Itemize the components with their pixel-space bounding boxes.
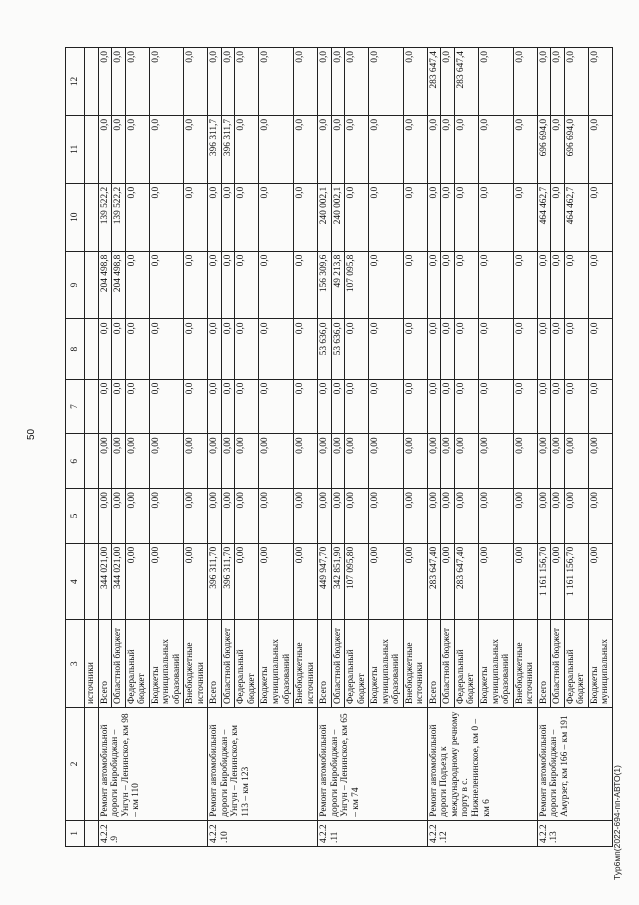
item-name: Ремонт автомобильной дороги Биробиджан – Унгун – Ленинское, км 65 – км 74 bbox=[318, 708, 428, 821]
table-row bbox=[98, 48, 112, 847]
value-cell: 139 522,2 bbox=[98, 183, 112, 251]
source-cell: Федеральный бюджет bbox=[125, 620, 149, 708]
value-cell: 0,00 bbox=[454, 434, 478, 489]
value-cell: 0,0 bbox=[441, 379, 455, 434]
value-cell: 0,0 bbox=[208, 379, 222, 434]
value-cell: 0,0 bbox=[294, 115, 318, 183]
source-cell: Бюджеты муниципальных образований bbox=[369, 620, 404, 708]
value-cell: 0,00 bbox=[513, 434, 537, 489]
value-cell: 0,0 bbox=[221, 183, 235, 251]
value-cell: 0,00 bbox=[427, 489, 441, 544]
item-name: Ремонт автомобильной дороги Биробиджан – Унгун – Ленинское, км 113 – км 123 bbox=[208, 708, 318, 821]
value-cell: 0,0 bbox=[208, 251, 222, 319]
value-cell: 0,0 bbox=[294, 379, 318, 434]
source-cell: Областной бюджет bbox=[112, 620, 126, 708]
value-cell: 0,00 bbox=[208, 434, 222, 489]
source-cell: Внебюджетные источники bbox=[513, 620, 537, 708]
source-cell: источники bbox=[85, 620, 99, 708]
value-cell: 0,0 bbox=[149, 115, 184, 183]
value-cell: 0,0 bbox=[588, 115, 612, 183]
value-cell: 0,0 bbox=[294, 48, 318, 116]
source-cell: Бюджеты муниципальных образований bbox=[479, 620, 514, 708]
footer-code: Тур6мп(2022-694-пп-АВТО(1) bbox=[612, 765, 622, 880]
value-cell: 0,00 bbox=[208, 489, 222, 544]
value-cell: 464 462,7 bbox=[564, 183, 588, 251]
source-cell: Бюджеты муниципальных bbox=[588, 620, 612, 708]
value-cell: 0,00 bbox=[259, 434, 294, 489]
col-num: 6 bbox=[66, 434, 85, 489]
value-cell: 0,0 bbox=[149, 251, 184, 319]
item-name: Ремонт автомобильной дороги Подъезд к международному речному порту в с. Нижнеленинское, км 0 – км 6 bbox=[427, 708, 537, 821]
value-cell: 0,0 bbox=[479, 48, 514, 116]
value-cell: 0,0 bbox=[369, 251, 404, 319]
value-cell: 0,0 bbox=[454, 379, 478, 434]
value-cell: 0,0 bbox=[403, 251, 427, 319]
value-cell: 0,00 bbox=[112, 489, 126, 544]
value-cell: 0,00 bbox=[588, 489, 612, 544]
value-cell: 0,00 bbox=[294, 434, 318, 489]
value-cell: 204 498,8 bbox=[98, 251, 112, 319]
value-cell: 0,00 bbox=[345, 489, 369, 544]
value-cell: 0,00 bbox=[235, 543, 259, 620]
value-cell: 283 647,40 bbox=[427, 543, 441, 620]
value-cell: 139 522,2 bbox=[112, 183, 126, 251]
value-cell: 0,0 bbox=[345, 183, 369, 251]
value-cell: 0,00 bbox=[125, 434, 149, 489]
item-number: 4.2.2.12 bbox=[427, 820, 537, 846]
value-cell: 0,0 bbox=[403, 319, 427, 379]
value-cell: 0,0 bbox=[235, 319, 259, 379]
source-cell: Областной бюджет bbox=[221, 620, 235, 708]
source-cell: Всего bbox=[318, 620, 332, 708]
value-cell: 0,00 bbox=[551, 434, 565, 489]
value-cell: 0,00 bbox=[294, 543, 318, 620]
value-cell: 0,00 bbox=[551, 543, 565, 620]
value-cell: 0,0 bbox=[184, 115, 208, 183]
value-cell: 0,00 bbox=[537, 489, 551, 544]
item-number: 4.2.2.11 bbox=[318, 820, 428, 846]
value-cell: 0,0 bbox=[441, 183, 455, 251]
value-cell: 53 636,0 bbox=[318, 319, 332, 379]
value-cell: 0,00 bbox=[149, 434, 184, 489]
value-cell: 0,00 bbox=[537, 434, 551, 489]
col-num: 8 bbox=[66, 319, 85, 379]
value-cell: 0,00 bbox=[184, 543, 208, 620]
value-cell: 0,0 bbox=[513, 319, 537, 379]
value-cell: 0,0 bbox=[513, 183, 537, 251]
value-cell: 0,0 bbox=[235, 183, 259, 251]
value-cell: 0,0 bbox=[345, 115, 369, 183]
value-cell: 0,00 bbox=[403, 543, 427, 620]
value-cell: 0,00 bbox=[479, 434, 514, 489]
value-cell: 0,0 bbox=[331, 48, 345, 116]
value-cell: 0,00 bbox=[331, 489, 345, 544]
value-cell: 0,0 bbox=[513, 379, 537, 434]
source-cell: Федеральный бюджет bbox=[454, 620, 478, 708]
value-cell: 0,0 bbox=[235, 379, 259, 434]
value-cell: 0,0 bbox=[345, 379, 369, 434]
value-cell: 0,00 bbox=[369, 543, 404, 620]
value-cell: 0,0 bbox=[184, 379, 208, 434]
value-cell: 0,0 bbox=[98, 319, 112, 379]
value-cell: 0,0 bbox=[551, 379, 565, 434]
value-cell: 0,0 bbox=[551, 251, 565, 319]
item-number: 4.2.2.10 bbox=[208, 820, 318, 846]
col-num: 2 bbox=[66, 708, 85, 821]
value-cell: 0,0 bbox=[125, 319, 149, 379]
table-body bbox=[66, 48, 613, 847]
value-cell: 0,0 bbox=[149, 48, 184, 116]
value-cell: 0,00 bbox=[403, 434, 427, 489]
value-cell: 0,0 bbox=[112, 115, 126, 183]
value-cell: 0,00 bbox=[427, 434, 441, 489]
value-cell: 0,0 bbox=[125, 251, 149, 319]
value-cell: 0,0 bbox=[369, 115, 404, 183]
source-cell: Всего bbox=[427, 620, 441, 708]
value-cell: 0,0 bbox=[441, 48, 455, 116]
value-cell: 0,00 bbox=[259, 489, 294, 544]
value-cell: 0,0 bbox=[112, 48, 126, 116]
value-cell: 396 311,70 bbox=[221, 543, 235, 620]
value-cell: 0,0 bbox=[479, 251, 514, 319]
value-cell: 283 647,40 bbox=[454, 543, 478, 620]
value-cell: 0,00 bbox=[441, 489, 455, 544]
source-cell: Бюджеты муниципальных образований bbox=[149, 620, 184, 708]
source-cell: Областной бюджет bbox=[441, 620, 455, 708]
value-cell: 107 095,8 bbox=[345, 251, 369, 319]
value-cell: 0,00 bbox=[98, 434, 112, 489]
value-cell: 0,0 bbox=[564, 379, 588, 434]
value-cell: 0,00 bbox=[235, 434, 259, 489]
value-cell: 0,0 bbox=[441, 251, 455, 319]
value-cell: 0,00 bbox=[564, 434, 588, 489]
value-cell: 696 694,0 bbox=[537, 115, 551, 183]
col-num: 3 bbox=[66, 620, 85, 708]
col-num: 7 bbox=[66, 379, 85, 434]
value-cell: 0,0 bbox=[259, 319, 294, 379]
value-cell: 0,00 bbox=[345, 434, 369, 489]
value-cell: 0,0 bbox=[588, 319, 612, 379]
value-cell: 0,0 bbox=[184, 183, 208, 251]
value-cell: 0,00 bbox=[588, 543, 612, 620]
value-cell: 0,00 bbox=[259, 543, 294, 620]
item-name: Ремонт автомобильной дороги Биробиджан – Унгун – Ленинское, км 98 – км 110 bbox=[98, 708, 208, 821]
value-cell: 0,0 bbox=[454, 251, 478, 319]
value-cell: 0,0 bbox=[537, 319, 551, 379]
value-cell: 0,00 bbox=[403, 489, 427, 544]
value-cell: 0,0 bbox=[331, 115, 345, 183]
value-cell: 0,0 bbox=[564, 319, 588, 379]
value-cell: 0,0 bbox=[98, 48, 112, 116]
value-cell: 0,0 bbox=[221, 319, 235, 379]
source-cell: Всего bbox=[98, 620, 112, 708]
value-cell: 0,00 bbox=[441, 434, 455, 489]
value-cell: 283 647,4 bbox=[454, 48, 478, 116]
value-cell: 0,0 bbox=[221, 251, 235, 319]
value-cell: 0,0 bbox=[149, 379, 184, 434]
page-number: 50 bbox=[26, 428, 37, 440]
value-cell: 0,00 bbox=[221, 434, 235, 489]
value-cell: 0,00 bbox=[479, 543, 514, 620]
value-cell: 156 309,6 bbox=[318, 251, 332, 319]
value-cell: 0,0 bbox=[427, 251, 441, 319]
value-cell: 0,0 bbox=[513, 115, 537, 183]
value-cell: 0,0 bbox=[235, 48, 259, 116]
value-cell: 0,00 bbox=[564, 489, 588, 544]
value-cell: 0,0 bbox=[369, 183, 404, 251]
col-num: 9 bbox=[66, 251, 85, 319]
value-cell: 0,0 bbox=[479, 319, 514, 379]
value-cell: 0,0 bbox=[588, 48, 612, 116]
value-cell: 0,0 bbox=[98, 115, 112, 183]
value-cell: 240 002,1 bbox=[331, 183, 345, 251]
value-cell: 0,0 bbox=[537, 48, 551, 116]
value-cell: 0,0 bbox=[259, 251, 294, 319]
value-cell: 0,0 bbox=[588, 183, 612, 251]
value-cell: 0,0 bbox=[427, 183, 441, 251]
value-cell: 0,00 bbox=[184, 489, 208, 544]
source-cell: Федеральный бюджет bbox=[564, 620, 588, 708]
col-num: 12 bbox=[66, 48, 85, 116]
value-cell: 0,0 bbox=[427, 379, 441, 434]
value-cell: 0,0 bbox=[331, 379, 345, 434]
value-cell: 0,00 bbox=[318, 489, 332, 544]
value-cell: 1 161 156,70 bbox=[537, 543, 551, 620]
value-cell: 0,0 bbox=[259, 379, 294, 434]
table-row bbox=[537, 48, 551, 847]
value-cell: 240 002,1 bbox=[318, 183, 332, 251]
value-cell: 0,00 bbox=[513, 489, 537, 544]
col-num: 10 bbox=[66, 183, 85, 251]
value-cell: 0,0 bbox=[259, 48, 294, 116]
value-cell: 696 694,0 bbox=[564, 115, 588, 183]
source-cell: Бюджеты муниципальных образований bbox=[259, 620, 294, 708]
item-number: 4.2.2.13 bbox=[537, 820, 612, 846]
value-cell: 0,0 bbox=[259, 183, 294, 251]
source-cell: Федеральный бюджет bbox=[235, 620, 259, 708]
value-cell: 0,0 bbox=[427, 115, 441, 183]
value-cell: 0,0 bbox=[564, 251, 588, 319]
value-cell: 342 851,90 bbox=[331, 543, 345, 620]
value-cell: 0,00 bbox=[125, 489, 149, 544]
value-cell: 0,0 bbox=[112, 319, 126, 379]
col-num: 5 bbox=[66, 489, 85, 544]
value-cell: 0,0 bbox=[369, 319, 404, 379]
value-cell: 0,0 bbox=[345, 319, 369, 379]
source-cell: Всего bbox=[537, 620, 551, 708]
value-cell: 1 161 156,70 bbox=[564, 543, 588, 620]
value-cell: 0,0 bbox=[403, 379, 427, 434]
value-cell: 0,0 bbox=[149, 183, 184, 251]
value-cell: 0,0 bbox=[112, 379, 126, 434]
value-cell: 0,00 bbox=[588, 434, 612, 489]
item-number: 4.2.2.9 bbox=[98, 820, 208, 846]
value-cell: 0,00 bbox=[551, 489, 565, 544]
value-cell: 0,0 bbox=[208, 183, 222, 251]
value-cell: 464 462,7 bbox=[537, 183, 551, 251]
value-cell: 0,00 bbox=[454, 489, 478, 544]
source-cell: Внебюджетные источники bbox=[403, 620, 427, 708]
source-cell: Внебюджетные источники bbox=[184, 620, 208, 708]
value-cell: 0,0 bbox=[564, 48, 588, 116]
value-cell: 0,0 bbox=[235, 251, 259, 319]
value-cell: 0,00 bbox=[98, 489, 112, 544]
column-number-row bbox=[66, 48, 85, 847]
value-cell: 107 095,80 bbox=[345, 543, 369, 620]
col-num: 1 bbox=[66, 820, 85, 846]
value-cell: 449 947,70 bbox=[318, 543, 332, 620]
value-cell: 396 311,70 bbox=[208, 543, 222, 620]
value-cell: 0,0 bbox=[184, 251, 208, 319]
source-cell: Областной бюджет bbox=[331, 620, 345, 708]
value-cell: 0,0 bbox=[479, 379, 514, 434]
rotated-table-wrapper bbox=[65, 47, 611, 847]
value-cell: 0,00 bbox=[221, 489, 235, 544]
value-cell: 0,0 bbox=[513, 48, 537, 116]
value-cell: 0,0 bbox=[294, 183, 318, 251]
value-cell: 396 311,7 bbox=[208, 115, 222, 183]
value-cell: 0,00 bbox=[235, 489, 259, 544]
value-cell: 0,0 bbox=[479, 115, 514, 183]
budget-table bbox=[65, 47, 613, 847]
value-cell: 0,00 bbox=[184, 434, 208, 489]
value-cell: 0,0 bbox=[551, 183, 565, 251]
value-cell: 0,0 bbox=[259, 115, 294, 183]
value-cell: 0,0 bbox=[513, 251, 537, 319]
value-cell: 0,0 bbox=[588, 379, 612, 434]
value-cell: 0,0 bbox=[318, 115, 332, 183]
value-cell: 0,00 bbox=[112, 434, 126, 489]
value-cell: 0,0 bbox=[125, 379, 149, 434]
value-cell: 0,0 bbox=[149, 319, 184, 379]
col-num: 11 bbox=[66, 115, 85, 183]
source-cell: Областной бюджет bbox=[551, 620, 565, 708]
value-cell: 0,0 bbox=[125, 183, 149, 251]
value-cell: 0,00 bbox=[149, 543, 184, 620]
value-cell: 0,0 bbox=[318, 379, 332, 434]
value-cell: 0,0 bbox=[441, 319, 455, 379]
value-cell: 0,0 bbox=[369, 379, 404, 434]
table-row bbox=[318, 48, 332, 847]
value-cell: 0,0 bbox=[208, 48, 222, 116]
table-row bbox=[208, 48, 222, 847]
value-cell: 0,0 bbox=[403, 183, 427, 251]
value-cell: 0,00 bbox=[125, 543, 149, 620]
value-cell: 0,0 bbox=[551, 48, 565, 116]
value-cell: 0,0 bbox=[537, 379, 551, 434]
value-cell: 0,00 bbox=[369, 434, 404, 489]
source-cell: Федеральный бюджет bbox=[345, 620, 369, 708]
value-cell: 0,0 bbox=[427, 319, 441, 379]
item-name: Ремонт автомобильной дороги Биробиджан – Амурзет, км 166 – км 191 bbox=[537, 708, 612, 821]
value-cell: 0,00 bbox=[513, 543, 537, 620]
value-cell: 283 647,4 bbox=[427, 48, 441, 116]
value-cell: 0,0 bbox=[551, 319, 565, 379]
value-cell: 0,00 bbox=[331, 434, 345, 489]
value-cell: 0,00 bbox=[318, 434, 332, 489]
value-cell: 0,0 bbox=[221, 48, 235, 116]
value-cell: 0,0 bbox=[345, 48, 369, 116]
value-cell: 0,00 bbox=[294, 489, 318, 544]
value-cell: 0,0 bbox=[403, 115, 427, 183]
value-cell: 0,0 bbox=[318, 48, 332, 116]
value-cell: 0,0 bbox=[208, 319, 222, 379]
value-cell: 0,0 bbox=[441, 115, 455, 183]
value-cell: 0,0 bbox=[294, 251, 318, 319]
value-cell: 0,0 bbox=[454, 183, 478, 251]
table-row bbox=[427, 48, 441, 847]
value-cell: 0,0 bbox=[98, 379, 112, 434]
value-cell: 0,0 bbox=[184, 319, 208, 379]
source-cell: Внебюджетные источники bbox=[294, 620, 318, 708]
continuation-row bbox=[85, 48, 99, 847]
value-cell: 0,0 bbox=[454, 319, 478, 379]
value-cell: 0,0 bbox=[537, 251, 551, 319]
value-cell: 0,0 bbox=[221, 379, 235, 434]
value-cell: 0,0 bbox=[403, 48, 427, 116]
value-cell: 204 498,8 bbox=[112, 251, 126, 319]
value-cell: 0,0 bbox=[551, 115, 565, 183]
value-cell: 344 021,00 bbox=[112, 543, 126, 620]
value-cell: 0,0 bbox=[294, 319, 318, 379]
value-cell: 0,0 bbox=[125, 48, 149, 116]
value-cell: 0,0 bbox=[125, 115, 149, 183]
value-cell: 0,00 bbox=[149, 489, 184, 544]
value-cell: 0,0 bbox=[235, 115, 259, 183]
value-cell: 0,0 bbox=[184, 48, 208, 116]
value-cell: 0,00 bbox=[369, 489, 404, 544]
value-cell: 344 021,00 bbox=[98, 543, 112, 620]
value-cell: 0,0 bbox=[588, 251, 612, 319]
value-cell: 0,0 bbox=[369, 48, 404, 116]
col-num: 4 bbox=[66, 543, 85, 620]
value-cell: 53 636,0 bbox=[331, 319, 345, 379]
value-cell: 0,00 bbox=[441, 543, 455, 620]
source-cell: Всего bbox=[208, 620, 222, 708]
value-cell: 0,00 bbox=[479, 489, 514, 544]
value-cell: 396 311,7 bbox=[221, 115, 235, 183]
value-cell: 0,0 bbox=[479, 183, 514, 251]
value-cell: 49 213,8 bbox=[331, 251, 345, 319]
value-cell: 0,0 bbox=[454, 115, 478, 183]
